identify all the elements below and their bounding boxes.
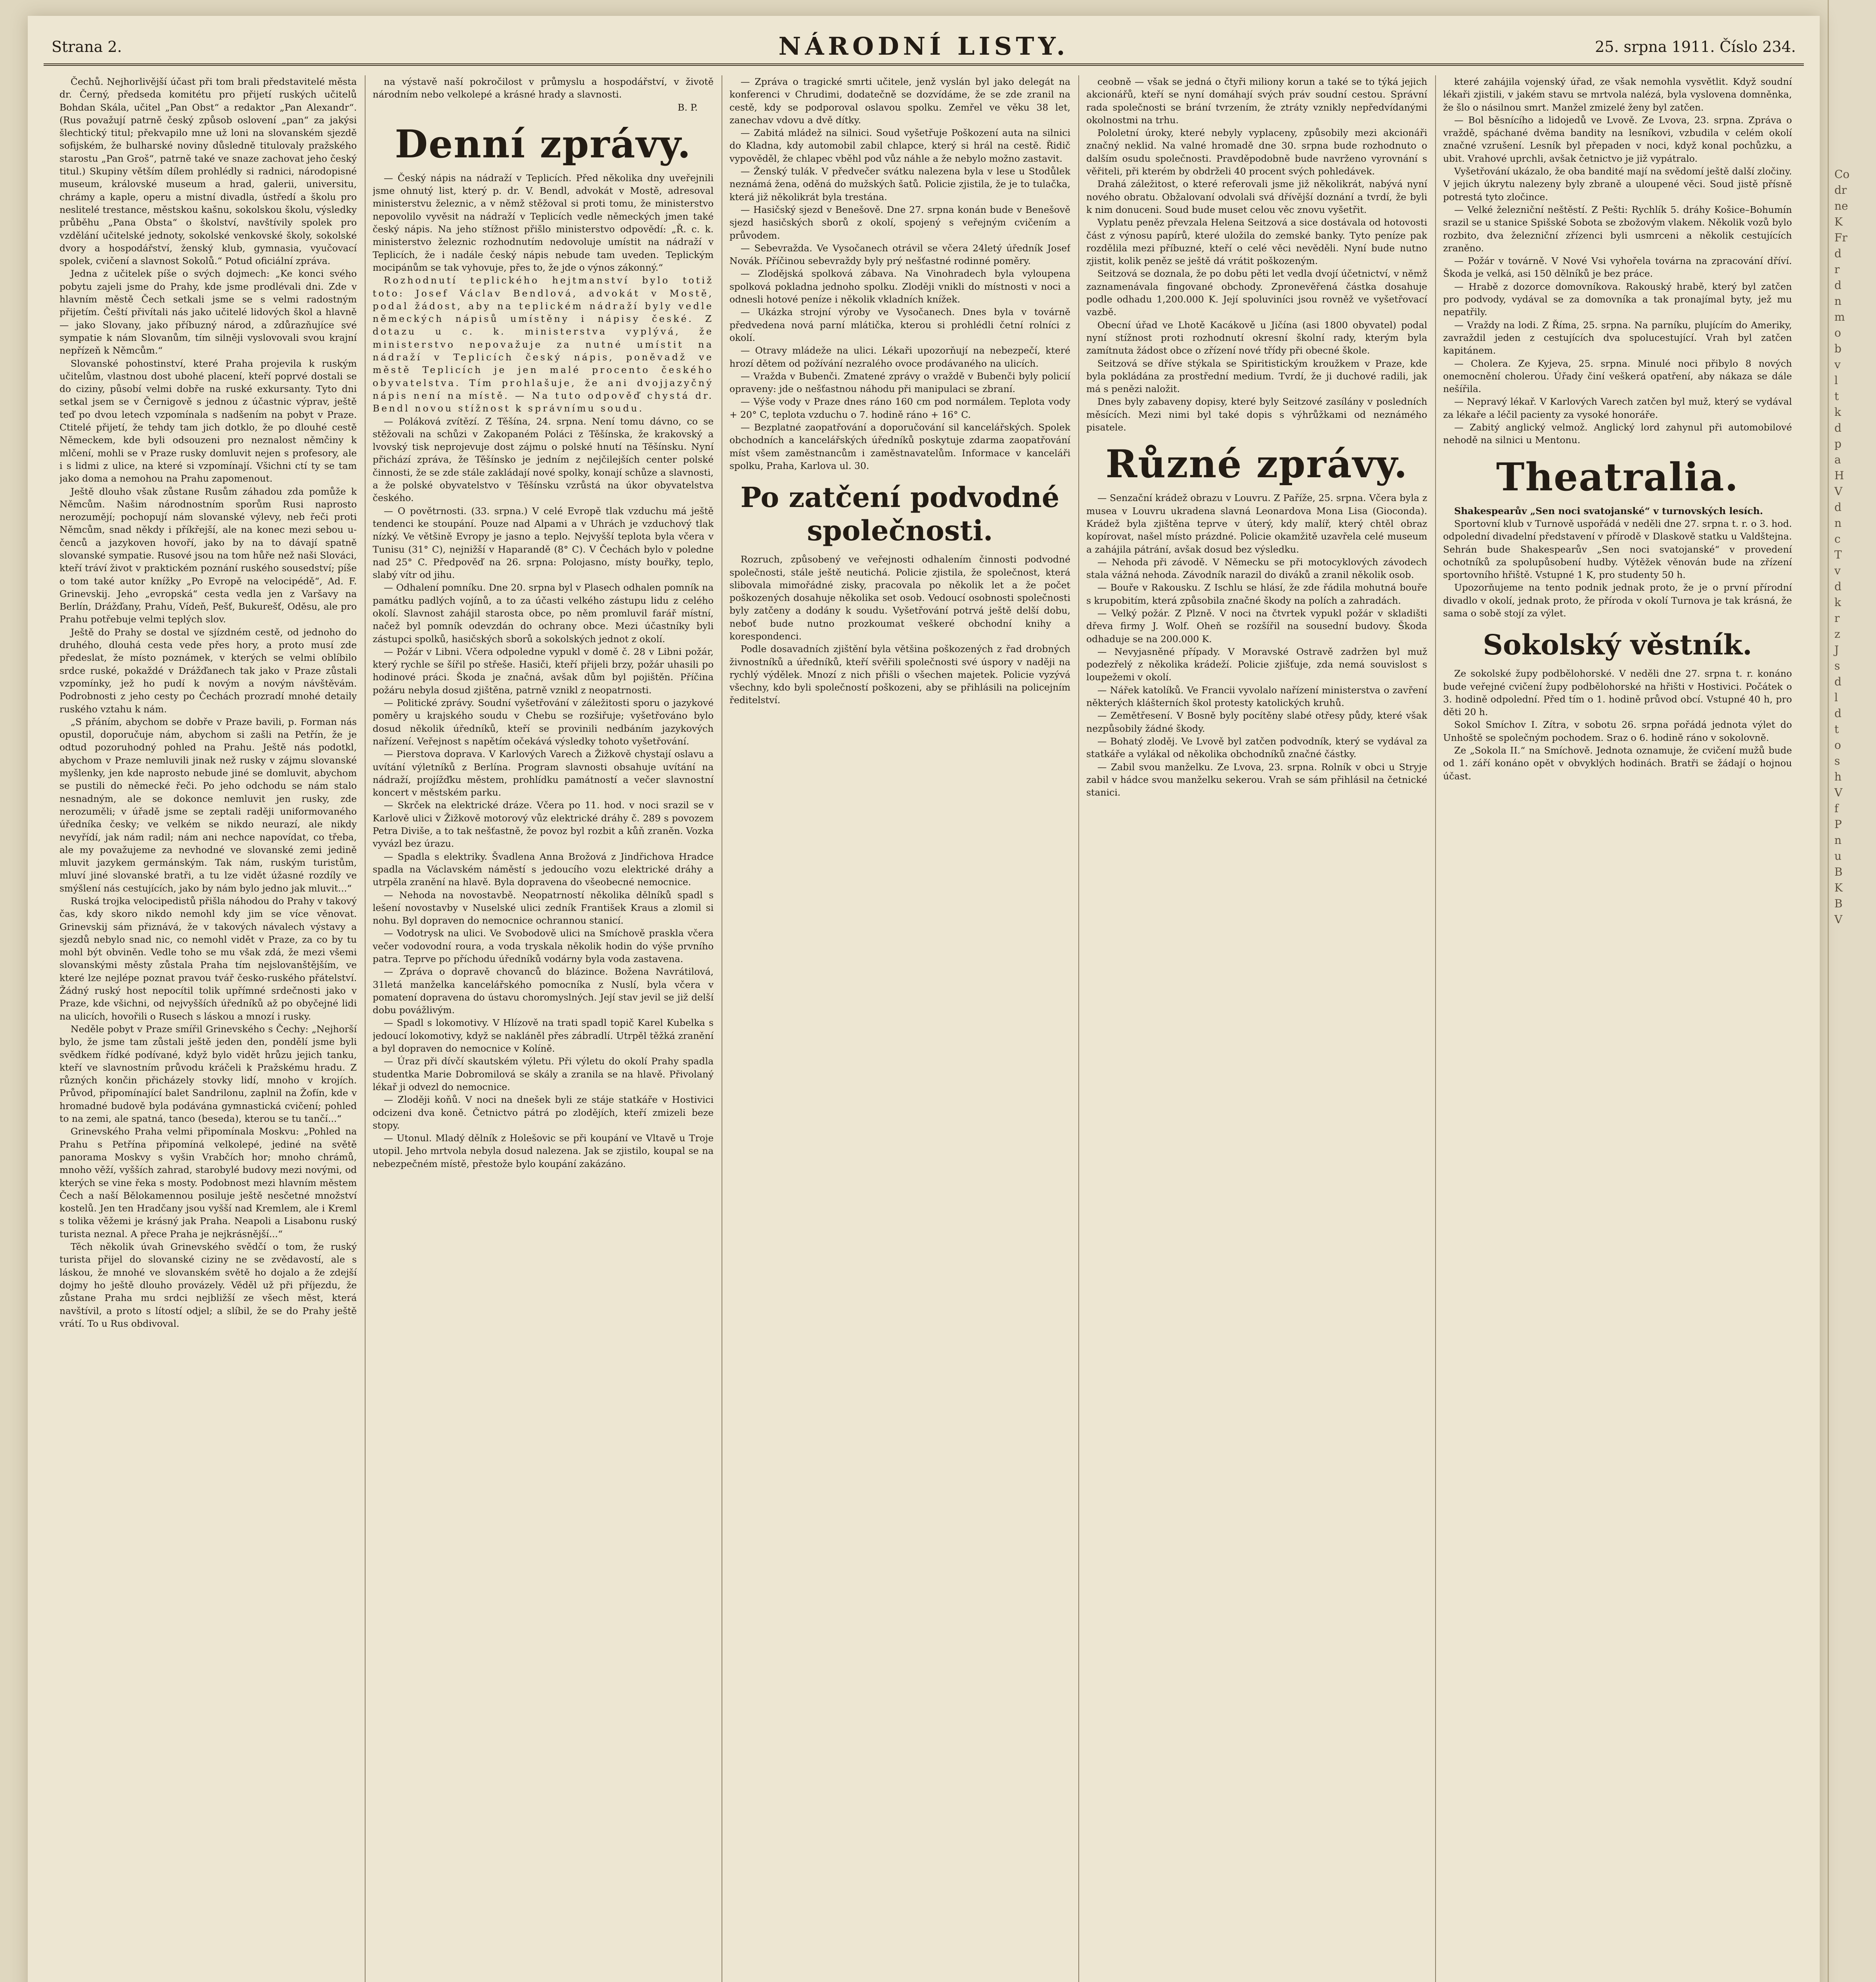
article-paragraph: na výstavě naší pokročilost v průmyslu a hospodářství, v životě národním nebo velkolepé a krásné hrady a slavnosti. xyxy=(373,76,714,100)
next-page-edge xyxy=(1828,0,1876,1982)
news-item: — Skrček na elektrické dráze. Včera po 11. hod. v noci srazil se v Karlově ulici v Žižkově motorový vůz elektrické dráhy č. 289 s povozem Petra Diviše, a to tak nešťastně, že povoz byl rozbit a kůň zraněn. Vozka vyvázl bez úrazu. xyxy=(373,800,714,849)
news-item: — Spadl s lokomotivy. V Hlízově na trati spadl topič Karel Kubelka s jedoucí lokomotivy, když se nakláněl přes zábradlí. Utrpěl těžká zranění a byl dopraven do nemocnice v Kolíně. xyxy=(373,1017,714,1054)
news-item: Ze „Sokola II.“ na Smíchově. Jednota oznamuje, že cvičení mužů bude od 1. září konáno opět v obvyklých hodinách. Bratři se žádají o hojnou účast. xyxy=(1443,745,1792,782)
news-item: — Cholera. Ze Kyjeva, 25. srpna. Minulé noci přibylo 8 nových onemocnění cholerou. Úřady činí veškerá opatření, aby nákaza se dále nešířila. xyxy=(1443,358,1792,395)
article-paragraph: Obecní úřad ve Lhotě Kacákově u Jičína (asi 1800 obyvatel) podal nyní stížnost proti rozhodnutí okresní školní rady, kterým byla zamítnuta žádost obce o zřízení nové třídy při obecné škole. xyxy=(1086,319,1427,356)
news-item: — Pierstova doprava. V Karlových Varech a Žižkově chystají oslavu a uvítání výletníků z Berlína. Program slavnosti obsahuje uvítání na nádraží, projížďku městem, prohlídku památností a večer slavnostní koncert v městském parku. xyxy=(373,748,714,798)
news-item: — Sebevražda. Ve Vysočanech otrávil se včera 24letý úředník Josef Novák. Příčinou sebevraždy byly prý nešťastné rodinné poměry. xyxy=(729,242,1070,267)
article-paragraph: Slovanské pohostinství, které Praha projevila k ruským učitelům, vlastnou dost ubohé placení, kteří poprvé dostali se do ciziny, působí velmi dobře na ruské exkursanty. Tyto dni setkal jsem se v Černigově s jednou z účastnic výprav, ještě teď po dvou letech vzpomínala s nadšením na pobyt v Praze. Ctitelé přijetí, že tehdy tam jich dotklo, že po dlouhé cestě Německem, kde byli odsouzeni pro neznalost němčiny k mlčení, mohli se v Praze rusky domluvit nejen s profesory, ale i s lidmi z ulice, na které si vzpomínají. Všichni ctí ty se tam jako doma a nemohou na Prahu zapomenout. xyxy=(59,358,357,484)
column-3 xyxy=(729,75,1070,1982)
section-title-denni-zpravy: Denní zprávy. xyxy=(394,121,692,166)
news-item: — Zemětřesení. V Bosně byly pocítěny slabé otřesy půdy, které však nezpůsobily žádné škody. xyxy=(1086,710,1427,734)
section-title-sokolsky-vestnik: Sokolský věstník. xyxy=(1483,628,1752,662)
news-item: — Český nápis na nádraží v Teplicích. Před několika dny uveřejnili jsme ohnutý list, který p. dr. V. Bendl, advokát v Mostě, adresoval ministerstvu železnic, a v němž stěžoval si proti tomu, že ministerstvo nepovolilo vyvěsit na nádraží v Teplicích vedle německých jmen také český nápis. Na jeho stížnost přišlo ministerstvo odpovědí: „Ř. c. k. ministerstvo železnic rozhodnutím nedovoluje umístit na nádraží v Teplicích, že i nadále český nápis nebude tam uveden. Teplickým mocipánům se tak vyhovuje, přes to, že jde o výnos zákonný.“ xyxy=(373,172,714,273)
article-paragraph: ceobně — však se jedná o čtyři miliony korun a také se to týká jejich akcionářů, kteří se nyní domáhají svých práv soudní cestou. Správní rada společnosti se brání tvrzením, že ztráty vznikly nepředvídanými okolnostmi na trhu. xyxy=(1086,76,1427,126)
news-item: — Výše vody v Praze dnes ráno 160 cm pod normálem. Teplota vody + 20° C, teplota vzduchu o 7. hodině ráno + 16° C. xyxy=(729,396,1070,420)
article-paragraph: Upozorňujeme na tento podnik jednak proto, že je o první přírodní divadlo v okolí, jednak proto, že příroda v okolí Turnova je tak krásná, že sama o sobě stojí za výlet. xyxy=(1443,582,1792,619)
article-paragraph: Sportovní klub v Turnově uspořádá v neděli dne 27. srpna t. r. o 3. hod. odpolední divadelní představení v přírodě v Dlaskově statku u Valdštejna. Sehrán bude Shakespearův „Sen noci svatojanské“ v provedení ochotníků za spolupůsobení hudby. Výtěžek věnován bude na zřízení sportovního hřiště. Vstupné 1 K, pro studenty 50 h. xyxy=(1443,518,1792,581)
news-item: — O povětrnosti. (33. srpna.) V celé Evropě tlak vzduchu má ještě tendenci ke stoupání. Pouze nad Alpami a v Uhrách je vzduchový tlak nízký. Ve většině Evropy je jasno a teplo. Nejvyšší teplota byla včera v Tunisu (31° C), nejnižší v Haparandě (8° C). V Čechách bylo v poledne nad 25° C. Předpověď na 26. srpna: Polojasno, místy bouřky, teplo, slabý vítr od jihu. xyxy=(373,505,714,581)
article-paragraph: Podle dosavadních zjištění byla většina poškozených z řad drobných živnostníků a úředníků, kteří svěřili společnosti své úspory v naději na rychlý výdělek. Mnozí z nich přišli o všechen majetek. Policie vyzývá všechny, kdo byli společností poškozeni, aby se přihlásili na policejním ředitelství. xyxy=(729,643,1070,706)
news-item: — Požár v Libni. Včera odpoledne vypukl v domě č. 28 v Libni požár, který rychle se šířil po střeše. Hasiči, kteří přijeli brzy, požár uhasili po hodinové práci. Škoda je značná, avšak dům byl pojištěn. Příčina požáru nebyla dosud zjištěna, patrně vznikl z neopatrnosti. xyxy=(373,646,714,696)
article-signature: B. P. xyxy=(678,101,698,113)
article-paragraph: Pololetní úroky, které nebyly vyplaceny, způsobily mezi akcionáři značný neklid. Na valné hromadě dne 30. srpna bude rozhodnuto o dalším osudu společnosti. Pravděpodobně bude navrženo vyrovnání s věřiteli, při kterém by obdrželi 40 procent svých pohledávek. xyxy=(1086,127,1427,177)
news-item: — Poláková zvítězí. Z Těšína, 24. srpna. Není tomu dávno, co se stěžovali na schůzi v Zakopaném Poláci z Těšínska, že krakovský a lvovský tisk neprojevuje dost zájmu o polské hnutí na Těšínsku. Nyní přichází zpráva, že Těšínsko je jedním z nejčilejších center polské činnosti, že se zde stále zakládají nové spolky, konají schůze a slavnosti, a že polské obyvatelstvo v Těšínsku vzrůstá na úkor obyvatelstva českého. xyxy=(373,415,714,504)
column-4 xyxy=(1086,75,1427,1982)
news-item: — Nářek katolíků. Ve Francii vyvolalo nařízení ministerstva o zavření některých klášterních škol protesty katolických kruhů. xyxy=(1086,684,1427,709)
newspaper-page xyxy=(28,16,1820,1982)
column-1 xyxy=(59,75,357,1982)
news-item-quote: Rozhodnutí teplického hejtmanství bylo totiž toto: Josef Václav Bendlová, advokát v Mostě, podal žádost, aby na teplickém nádraží byly vedle německých nápisů umístěny i nápisy české. Z dotazu u c. k. ministerstva vyplývá, že ministerstvo nepovažuje za nutné umístit na nádraží v Teplicích český nápis, poněvadž ve městě Teplicích je jen malé procento českého obyvatelstva. Tím prohlašuje, že ani dvojjazyčný nápis není na místě. — Na tuto odpověď chystá dr. Bendl novou stížnost k správnímu soudu. xyxy=(373,275,714,414)
news-item: — Otravy mládeže na ulici. Lékaři upozorňují na nebezpečí, které hrozí dětem od požívání nezralého ovoce prodávaného na ulicích. xyxy=(729,345,1070,369)
article-paragraph: Ještě do Prahy se dostal ve sjízdném cestě, od jednoho do druhého, dlouhá cesta vede přes hory, a proto musí zde předeslat, že místo poznámek, v kterých se velmi oblíbilo srdce ruské, pokaždé v Drážďanech tak jako v Praze zůstali vzpomínky, jež ho pudí k novým a novým návštěvám. Podrobnosti z jeho cesty po Čechách prozradí mnohé detaily ruského vztahu k nám. xyxy=(59,626,357,715)
news-item: — Zlodějská spolková zábava. Na Vinohradech byla vyloupena spolková pokladna jednoho spolku. Zloději vnikli do místnosti v noci a odnesli hotové peníze i několik vkladních knížek. xyxy=(729,268,1070,305)
news-item: — Odhalení pomníku. Dne 20. srpna byl v Plasech odhalen pomník na památku padlých vojínů, a to za účasti velkého zástupu lidu z celého okolí. Slavnost zahájil starosta obce, po něm promluvil farář místní, načež byl pomník odevzdán do ochrany obce. Mezi účastníky byli zástupci spolků, hasičských sborů a sokolských jednot z okolí. xyxy=(373,582,714,645)
article-paragraph: Jedna z učitelek píše o svých dojmech: „Ke konci svého pobytu zajeli jsme do Prahy, kde jsme prodlévali dni. Zde v hlavním městě Čech setkali jsme se s velmi radostným přijetím. Čeští přivítali nás jako učitelé lidových škol a hlavně — jako Slovany, jako příbuzný národ, a zdůrazňujíce své sympatie k nám Slovanům, tím silněji vyslovovali svou krajní nepřízeň k Němcům.“ xyxy=(59,268,357,356)
news-item: — Utonul. Mladý dělník z Holešovic se při koupání ve Vltavě u Troje utopil. Jeho mrtvola nebyla dosud nalezena. Jak se zjistilo, koupal se na nebezpečném místě, přestože bylo koupání zakázáno. xyxy=(373,1133,714,1169)
column-rule xyxy=(1435,75,1436,1982)
article-paragraph: Grinevského Praha velmi připomínala Moskvu: „Pohled na Prahu s Petřína připomíná velkolepé, jediné na světě panorama Moskvy s vyšin Vrabčích hor; mnoho chrámů, mnoho věží, vyšších zahrad, starobylé budovy mezi novými, od kterých se vine řeka s mosty. Podobnost mezi hlavním městem Čech a naší Bělokamennou posiluje ještě nesčetné množství kostelů. Jen ten Hradčany jsou vyšší nad Kremlem, ale i Kreml s tolika věžemi je krásný jak Praha. Neapoli a Lisabonu ruský turista neznal. A přece Praha je nejkrásnější...“ xyxy=(59,1126,357,1240)
news-item: — Vodotrysk na ulici. Ve Svobodově ulici na Smíchově praskla včera večer vodovodní roura, a voda tryskala několik hodin do výše prvního patra. Teprve po příchodu úředníků vodárny byla voda zastavena. xyxy=(373,928,714,964)
news-item: — Nehoda na novostavbě. Neopatrností několika dělníků spadl s lešení novostavby v Nuselské ulici zedník František Kraus a zlomil si nohu. Byl dopraven do nemocnice ochrannou stanicí. xyxy=(373,889,714,926)
section-title-zatceni: Po zatčení podvodné společnosti. xyxy=(740,481,1060,547)
section-title-theatralia: Theatralia. xyxy=(1496,454,1739,499)
article-paragraph: Čechů. Nejhorlivější účast při tom brali představitelé města dr. Černý, předseda komitétu pro přijetí ruských učitelů Bohdan Skála, učitel „Pan Obst“ a redaktor „Pan Alexandr“. (Rus považují patrně český způsob oslovení „pan“ za jakýsi šlechtický titul; překvapilo mne už loni na slovanském sjezdě sofijském, že bulharské noviny důsledně titulovaly pražského starostu „Pan Groš“, patrně také ve snaze zachovat jeho český titul.) Skupiny větším dílem prohlédly si radnici, národopisné museum, královské museum a hrad, galerii, universitu, chrámy a kaple, operu a mistní divadla, ústředí a školu pro neslitelé trestance, městskou kašnu, sokolskou školu, výsledky průběhu „Pana Obsta“ o školství, navštívily spolek pro vzdělání učitelské jednoty, sokolské venkovské školy, sokolské dvory a hospodářství, ženský klub, gymnasia, vyučovací spolek, cvičení a slavnost Sokolů.“ Potud oficiální zpráva. xyxy=(59,76,357,267)
column-rule xyxy=(365,75,366,1982)
news-item: — Zloději koňů. V noci na dnešek byli ze stáje statkáře v Hostivici odcizeni dva koně. Četnictvo pátrá po zlodějích, kteří zmizeli beze stopy. xyxy=(373,1094,714,1131)
masthead-title: NÁRODNÍ LISTY. xyxy=(778,32,1069,61)
news-item: — Zabil svou manželku. Ze Lvova, 23. srpna. Rolník v obci u Stryje zabil v hádce svou manželku sekerou. Vrah se sám přihlásil na četnické stanici. xyxy=(1086,761,1427,798)
next-page-edge-letters: Co dr ne K Fr d r d n m o b v l t k d p a H V d n c T v d k r z J s d l d t o s h V f P n u B K B V xyxy=(1834,168,1850,926)
news-item: — Velký požár. Z Plzně. V noci na čtvrtek vypukl požár v skladišti dřeva firmy J. Wolf. Oheň se rozšířil na sousední budovy. Škoda odhaduje se na 200.000 K. xyxy=(1086,607,1427,645)
column-2 xyxy=(373,75,714,1982)
article-paragraph: Ještě dlouho však zůstane Rusům záhadou zda pomůže k Němcům. Našim národnostním sporům Rusi naprosto nerozumějí; pochopují nám slovanské výlevy, neb řeči proti Němcům, snad někdy i příkřejší, ale na konec mezi sebou učenců a jazykoven hovoří, jako by na to dávají spatně slovanské sympatie. Rusové jsou na tom hůře než naši Slováci, kteří tráví život v praktickém poznání ruského sousedství; píše o tom také autor knížky „Po Evropě na velocipédě“, Ad. F. Grinevskij. Jeho „evropská“ cesta vedla jen z Varšavy na Berlín, Drážďany, Prahu, Vídeň, Pešť, Bukurešť, Oděsu, ale pro Prahu potřebuje velmi teplých slov. xyxy=(59,486,357,625)
issue-date: 25. srpna 1911. Číslo 234. xyxy=(1595,38,1796,55)
news-item: — Nepravý lékař. V Karlových Varech zatčen byl muž, který se vydával za lékaře a léčil pacienty za vysoké honoráře. xyxy=(1443,396,1792,420)
news-item: které zahájila vojenský úřad, ze však nemohla vysvětlit. Když soudní lékaři zjistili, v jakém stavu se mrtvola nalézá, byla vyslovena domněnka, že šlo o násilnou smrt. Manžel zmizelé ženy byl zatčen. xyxy=(1443,76,1792,113)
article-paragraph: Seitzová se dříve stýkala se Spiritistickým kroužkem v Praze, kde byla pokládána za prostřední medium. Tvrdí, že ji duchové radili, jak má s penězi naložit. xyxy=(1086,358,1427,395)
news-item: — Požár v továrně. V Nové Vsi vyhořela továrna na zpracování dříví. Škoda je velká, asi 150 dělníků je bez práce. xyxy=(1443,255,1792,279)
article-subheading: Shakespearův „Sen noci svatojanské“ v turnovských lesích. xyxy=(1454,505,1763,517)
news-item: — Ženský tulák. V předvečer svátku nalezena byla v lese u Stodůlek neznámá žena, oděná do mužských šatů. Policie zjistila, že je to tulačka, která již několikrát byla trestána. xyxy=(729,166,1070,203)
article-paragraph: Neděle pobyt v Praze smířil Grinevského s Čechy: „Nejhorší bylo, že jsme tam zůstali ještě jeden den, pondělí jsme byli svědkem řídké podívané, když bylo vidět hrůzu jejich tanku, kteří ve slavnostním průvodu kráčeli k Pražskému hradu. Z různých končin přicházely stovky lidí, mnoho v krojích. Průvod, připomínající balet Sandrilonu, zaplnil na Žofín, kde v hromadné budově byla podávána gymnastická cvičení; pohled to na zemi, ale spatná, tanco (beseda), kterou se tu tančí...“ xyxy=(59,1023,357,1125)
article-paragraph: Vyplatu peněz převzala Helena Seitzová a sice dostávala od hotovosti část z výnosu papírů, které uložila do zemské banky. Tyto peníze pak rozdělila mezi příbuzné, kteří o celé věci nevěděli. Nyní bude nutno zjistit, kolik peněz se ještě dá vrátit poškozeným. xyxy=(1086,217,1427,267)
news-item: — Úraz při dívčí skautském výletu. Při výletu do okolí Prahy spadla studentka Marie Dobromilová se skály a zranila se na hlavě. Přivolaný lékař ji odvezl do nemocnice. xyxy=(373,1056,714,1092)
page-number-label: Strana 2. xyxy=(52,38,122,55)
news-item: — Bouře v Rakousku. Z Ischlu se hlásí, že zde řádila mohutná bouře s krupobitím, která způsobila značné škody na polích a zahradách. xyxy=(1086,582,1427,606)
news-item: Sokol Smíchov I. Zítra, v sobotu 26. srpna pořádá jednota výlet do Unhoště se společným pochodem. Sraz o 6. hodině ráno v sokolovně. xyxy=(1443,719,1792,743)
article-paragraph: „S přáním, abychom se dobře v Praze bavili, p. Forman nás opustil, doporučuje nám, abychom si zašli na Petřín, že je odtud pozoruhodný pohled na Prahu. Ještě nás podotkl, abychom v Praze nemluvili jinak než rusky v zájmu slovanské myšlenky, jen kde naprosto nebude jiné se domluvit, abychom se pustili do německé řeči. Po jeho odchodu se nám stalo nesnadným, ale se dokonce nemluvit jen rusky, zde nerozuměli; v úřadě jsme se zeptali raději uniformovaného úředníka česky; ve velkém se nikdo neurazí, ale nikdy nevyřídí, jak nám radil; nám ani nechce napovídat, co třeba, ale my považujeme za nevhodné ve slovanské zemi jedině mluvit jazykem germánským. Tak nám, ruským turistům, mluví jiné slovanské bratři, a tu lze vidět úžasné rozdíly ve smýšlení nás cestujících, jako by nám bylo jedno jak mluvit...“ xyxy=(59,716,357,894)
news-item: — Spadla s elektriky. Švadlena Anna Brožová z Jindřichova Hradce spadla na Václavském náměstí s jedoucího vozu elektrické dráhy a utrpěla zranění na hlavě. Byla dopravena do všeobecné nemocnice. xyxy=(373,851,714,888)
news-item: — Zabitá mládež na silnici. Soud vyšetřuje Poškození auta na silnici do Kladna, kdy automobil zabil chlapce, který si hrál na cestě. Řidič vypověděl, že chlapec vběhl pod vůz náhle a že nebylo možno zastavit. xyxy=(729,127,1070,164)
article-paragraph: Seitzová se doznala, že po dobu pěti let vedla dvojí účetnictví, v němž zaznamenávala fingované obchody. Zpronevěřená částka dosahuje podle odhadu 1,200.000 K. Její spoluviníci jsou rovněž ve vyšetřovací vazbě. xyxy=(1086,268,1427,318)
news-item: — Nehoda při závodě. V Německu se při motocyklových závodech stala vážná nehoda. Závodník narazil do diváků a zranil několik osob. xyxy=(1086,556,1427,581)
article-paragraph: Rozruch, způsobený ve veřejnosti odhalením činnosti podvodné společnosti, stále ještě neutichá. Policie zjistila, že společnost, která slibovala mimořádné zisky, pracovala po několik let a že počet poškozených dosahuje několika set osob. Vedoucí osobnosti společnosti byly zatčeny a dodány k soudu. Vyšetřování potrvá ještě delší dobu, neboť bude nutno prozkoumat veškeré obchodní knihy a korespondenci. xyxy=(729,554,1070,642)
news-item: Vyšetřování ukázalo, že oba bandité mají na svědomí ještě další zločiny. V jejich úkrytu nalezeny byly zbraně a uloupené věci. Soud jistě přísně potrestá tyto zločince. xyxy=(1443,166,1792,203)
news-item: — Bohatý zloděj. Ve Lvově byl zatčen podvodník, který se vydával za statkáře a vylákal od několika obchodníků značné částky. xyxy=(1086,735,1427,760)
article-paragraph: Dnes byly zabaveny dopisy, které byly Seitzové zasílány v posledních měsících. Mezi nimi byl také dopis s výhrůžkami od neznámého pisatele. xyxy=(1086,396,1427,433)
page-header xyxy=(44,28,1804,66)
article-paragraph: Těch několik úvah Grinevského svědčí o tom, že ruský turista přijel do slovanské ciziny ne se zvědavostí, ale s láskou, že mnohé ve slovanském světě ho dojalo a že zdejší dojmy ho ještě dlouho provázely. Věděl už při příjezdu, že zůstane Praha mu srdci nejbližší ze všech měst, která navštívil, a proto s lítostí odjel; a slíbil, že se do Prahy ještě vrátí. To u Rus obdivoval. xyxy=(59,1241,357,1329)
news-item: — Vraždy na lodi. Z Říma, 25. srpna. Na parníku, plujícím do Ameriky, zavraždil jeden z cestujících dva spolucestující. Vrah byl zatčen kapitánem. xyxy=(1443,319,1792,356)
news-item: — Bezplatné zaopatřování a doporučování sil kancelářských. Spolek obchodních a kancelářských úředníků poskytuje zdarma zaopatřování míst všem zaměstnancům i zaměstnavatelům. Informace v kanceláři spolku, Praha, Karlova ul. 30. xyxy=(729,422,1070,471)
news-item: — Zpráva o dopravě chovanců do blázince. Božena Navrátilová, 31letá manželka kancelářského pomocníka z Nuslí, byla včera v pomatení dopravena do ústavu choromyslných. Její stav jevil se již delší dobu povážlivým. xyxy=(373,966,714,1016)
column-5 xyxy=(1443,75,1792,1982)
news-item: — Bol běsnícího a lidojedů ve Lvově. Ze Lvova, 23. srpna. Zpráva o vraždě, spáchané dvěma bandity na lesníkovi, vzbudila v celém okolí značné vzrušení. Lesník byl přepaden v noci, když konal pochůzku, a ubit. Vrahové uprchli, avšak četnictvo je již vypátralo. xyxy=(1443,114,1792,164)
article-paragraph: Ruská trojka velocipedistů přišla náhodou do Prahy v takový čas, kdy skoro nikdo nemohl kdy jim se více věnovat. Grinevskij sám přiznává, že v takových návalech výstavy a sjezdů nebylo snad nic, co nemohl vidět v Praze, za co by tu mohl být obviněn. Vedle toho se mu však zdá, že mezi všemi slovanskými městy zůstala Praha tím nejslovanštějším, ve které lze nejlépe poznat pravou tvář česko-ruského přátelství. Žádný ruský host nepocítil tolik upřímné srdečnosti jako v Praze, kde všichni, od nejvyšších úředníků až po obyčejné lidi na ulicích, hovořili o Rusech s láskou a mnozí i rusky. xyxy=(59,895,357,1022)
news-item: — Nevyjasněné případy. V Moravské Ostravě zadržen byl muž podezřelý z několika krádeží. Policie zjišťuje, zda nemá souvislost s loupežemi v okolí. xyxy=(1086,646,1427,683)
section-title-ruzne-zpravy: Různé zprávy. xyxy=(1105,442,1408,487)
news-item: Ze sokolské župy podbělohorské. V neděli dne 27. srpna t. r. konáno bude veřejné cvičení župy podbělohorské na hřišti v Hostivici. Počátek o 3. hodině odpolední. Před tím o 1. hodině průvod obcí. Vstupné 40 h, pro děti 20 h. xyxy=(1443,668,1792,718)
news-item: — Zabitý anglický velmož. Anglický lord zahynul při automobilové nehodě na silnici u Mentonu. xyxy=(1443,422,1792,446)
news-item: — Hasičský sjezd v Benešově. Dne 27. srpna konán bude v Benešově sjezd hasičských sborů z okolí, spojený s veřejným cvičením a průvodem. xyxy=(729,204,1070,241)
article-paragraph: Drahá záležitost, o které referovali jsme již několikrát, nabývá nyní nového obratu. Obžalovaní odvolali svá dřívější doznání a tvrdí, že byli k nim donuceni. Soud bude muset celou věc znovu vyšetřit. xyxy=(1086,178,1427,215)
news-item: — Politické zprávy. Soudní vyšetřování v záležitosti sporu o jazykové poměry u krajského soudu v Chebu se rozšiřuje; vyšetřováno bylo dosud několik úředníků, kteří se provinili nedbáním jazykových nařízení. Veřejnost s napětím očekává výsledky tohoto vyšetřování. xyxy=(373,697,714,747)
news-item: — Ukázka strojní výroby ve Vysočanech. Dnes byla v továrně předvedena nová parní mlátička, kterou si prohlédli četní rolníci z okolí. xyxy=(729,306,1070,343)
news-item: — Vražda v Bubenči. Zmatené zprávy o vraždě v Bubenči byly policií opraveny: jde o nešťastnou náhodu při manipulaci se zbraní. xyxy=(729,370,1070,395)
news-item: — Senzační krádež obrazu v Louvru. Z Paříže, 25. srpna. Včera byla z musea v Louvru ukradena slavná Leonardova Mona Lisa (Gioconda). Krádež byla zjištěna teprve v úterý, kdy malíř, který chtěl obraz kopírovat, našel místo prázdné. Policie okamžitě uzavřela celé museum a zahájila pátrání, avšak dosud bez výsledku. xyxy=(1086,492,1427,555)
column-rule xyxy=(1078,75,1079,1982)
news-item: — Hrabě z dozorce domovníkova. Rakouský hrabě, který byl zatčen pro podvody, vydával se za domovníka a tak pronajímal byty, jež mu nepatřily. xyxy=(1443,281,1792,318)
news-item: — Velké železniční neštěstí. Z Pešti: Rychlík 5. dráhy Košice–Bohumín srazil se u stanice Spišské Sobota se zbožovým vlakem. Několik vozů bylo rozbito, dva železniční zřízenci byli usmrceni a několik cestujících zraněno. xyxy=(1443,204,1792,254)
news-item: — Zpráva o tragické smrti učitele, jenž vyslán byl jako delegát na konferenci v Chrudimi, dodatečně se dozvídáme, že se zde zranil na cestě, kdy se podporoval oslavou spolku. Zemřel ve věku 38 let, zanechav vdovu a dvě dítky. xyxy=(729,76,1070,126)
